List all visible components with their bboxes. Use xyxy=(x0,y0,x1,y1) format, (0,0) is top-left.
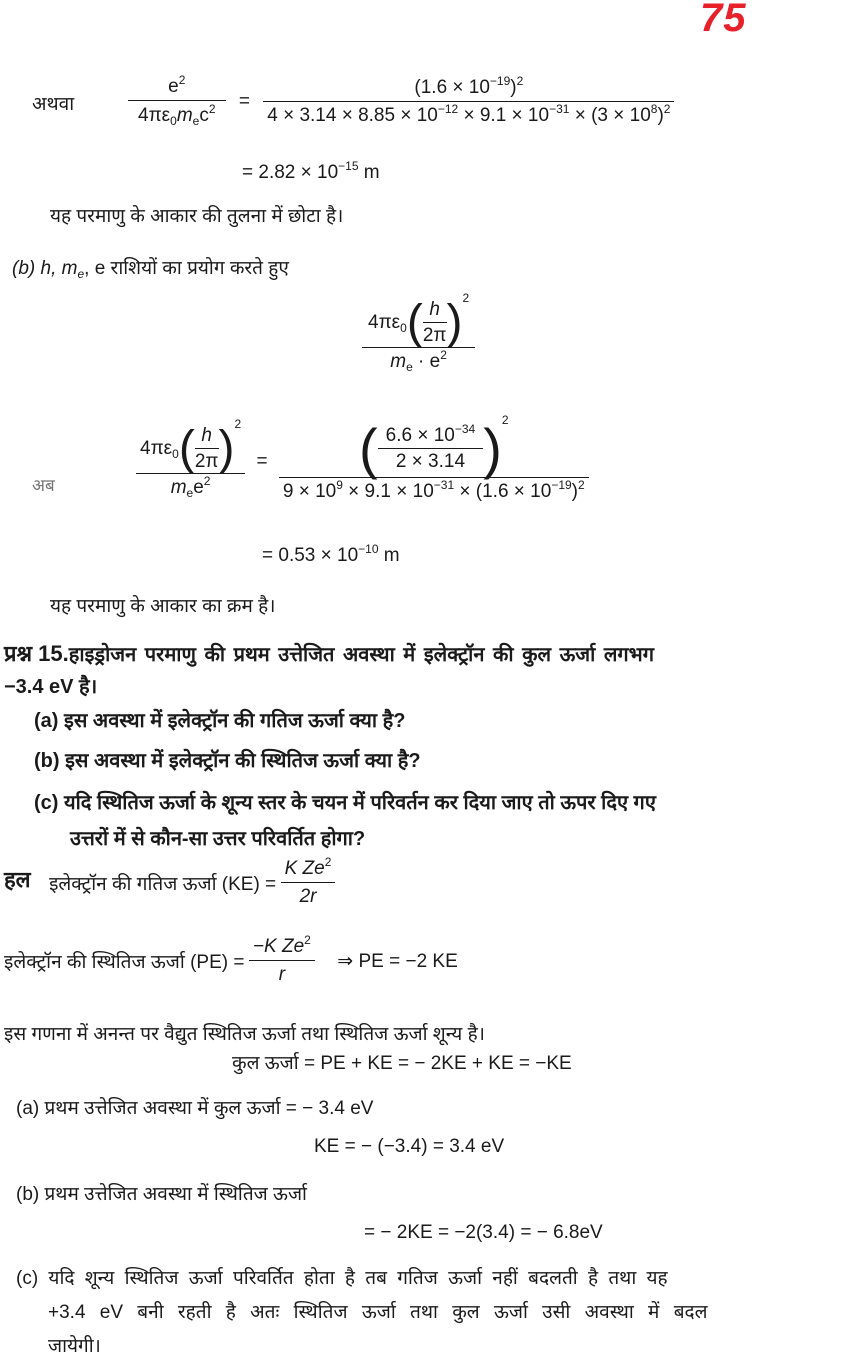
solution-total-energy: कुल ऊर्जा = PE + KE = − 2KE + KE = −KE xyxy=(232,1053,572,1074)
bohr-radius-expression: $4\pi\varepsilon_0$( $\frac{h}{2\pi}$ )$^2$ $m_e \cdot e^2$ xyxy=(362,298,475,373)
question-part-b: (b) इस अवस्था में इलेक्ट्रॉन की स्थितिज ऊर्जा क्या है? xyxy=(34,750,421,772)
question-part-a: (a) इस अवस्था में इलेक्ट्रॉन की गतिज ऊर्जा क्या है? xyxy=(34,710,406,732)
conclusion-a: यह परमाणु के आकार की तुलना में छोटा है। xyxy=(50,206,344,227)
question-15-stem: प्रश्न 15.हाइड्रोजन परमाणु की प्रथम उत्तेजित अवस्था में इलेक्ट्रॉन की कुल ऊर्जा लगभग xyxy=(4,641,655,666)
lhs-fraction: $\frac{e^2}{4\pi\varepsilon_0m_ec^2}$ xyxy=(128,76,226,127)
rhs-fraction: $\frac{(1.6 \times 10^{-19})^2}{4 \times 3.14 \times 8.85 \times 10^{-12} \times 9.1 \times 10^{-31} \times (3 \times 10^8)^2}$ xyxy=(263,77,674,127)
conclusion-b: यह परमाणु के आकार का क्रम है। xyxy=(50,596,276,617)
page-number: 75 xyxy=(700,0,747,40)
label-athava: अथवा xyxy=(32,94,75,115)
solution-label: हल xyxy=(4,867,31,893)
result-bohr-radius: = $0.53 \times 10^{-10}$ m xyxy=(262,542,400,566)
question-part-c-line2: उत्तरों में से कौन-सा उत्तर परिवर्तित होगा? xyxy=(70,828,366,850)
solution-note: इस गणना में अनन्त पर वैद्युत स्थितिज ऊर्जा तथा स्थितिज ऊर्जा शून्य है। xyxy=(4,1024,485,1045)
result-classical-radius: = $2.82 \times 10^{-15}$ m xyxy=(242,159,380,183)
solution-a-line2: KE = − (−3.4) = 3.4 eV xyxy=(314,1136,505,1157)
part-b-intro: (b) h, $m_e$, e राशियों का प्रयोग करते हुए xyxy=(12,258,289,281)
solution-b-line1: (b) प्रथम उत्तेजित अवस्था में स्थितिज ऊर्जा xyxy=(16,1184,307,1205)
equation-bohr-radius: $4\pi\varepsilon_0$( $\frac{h}{2\pi}$ )$^2$ $m_ee^2$ = ( $\frac{6.6 \times 10^{-34}}{2 \times 3.14}$ )$^2$ $9 \times 10^9 \times 9.1 \times 10^{-31} \times (1.6 \times 10^{-19})^2$ xyxy=(136,420,589,503)
question-part-c: (c) यदि स्थितिज ऊर्जा के शून्य स्तर के चयन में परिवर्तन कर दिया जाए तो ऊपर दिए गए xyxy=(34,792,656,814)
equation-classical-radius: $\frac{e^2}{4\pi\varepsilon_0m_ec^2}$ = $\frac{(1.6 \times 10^{-19})^2}{4 \times 3.14 \times 8.85 \times 10^{-12} \times 9.1 \times 10^{-31} \times (3 \times 10^8)^2}$ xyxy=(128,76,674,127)
question-label: प्रश्न 15. xyxy=(4,641,69,666)
solution-a-line1: (a) प्रथम उत्तेजित अवस्था में कुल ऊर्जा = − 3.4 eV xyxy=(16,1098,374,1119)
solution-c-line1: (c) यदि शून्य स्थितिज ऊर्जा परिवर्तित होता है तब गतिज ऊर्जा नहीं बदलती है तथा यह xyxy=(16,1268,668,1289)
solution-b-line2: = − 2KE = −2(3.4) = − 6.8eV xyxy=(364,1222,603,1243)
solution-ke: हल इलेक्ट्रॉन की गतिज ऊर्जा (KE) = $\frac{K Ze^2}{2r}$ xyxy=(4,858,335,908)
solution-c-line2: +3.4 eV बनी रहती है अतः स्थितिज ऊर्जा तथा कुल ऊर्जा उसी अवस्था में बदल xyxy=(48,1302,708,1323)
label-ab: अब xyxy=(32,476,55,495)
question-15-stem-line2: −3.4 eV है। xyxy=(4,676,98,698)
solution-c-line3: जायेगी। xyxy=(48,1336,101,1357)
solution-pe: इलेक्ट्रॉन की स्थितिज ऊर्जा (PE) = $\frac{-K Ze^2}{r}$ ⇒ PE = −2 KE xyxy=(4,933,458,985)
